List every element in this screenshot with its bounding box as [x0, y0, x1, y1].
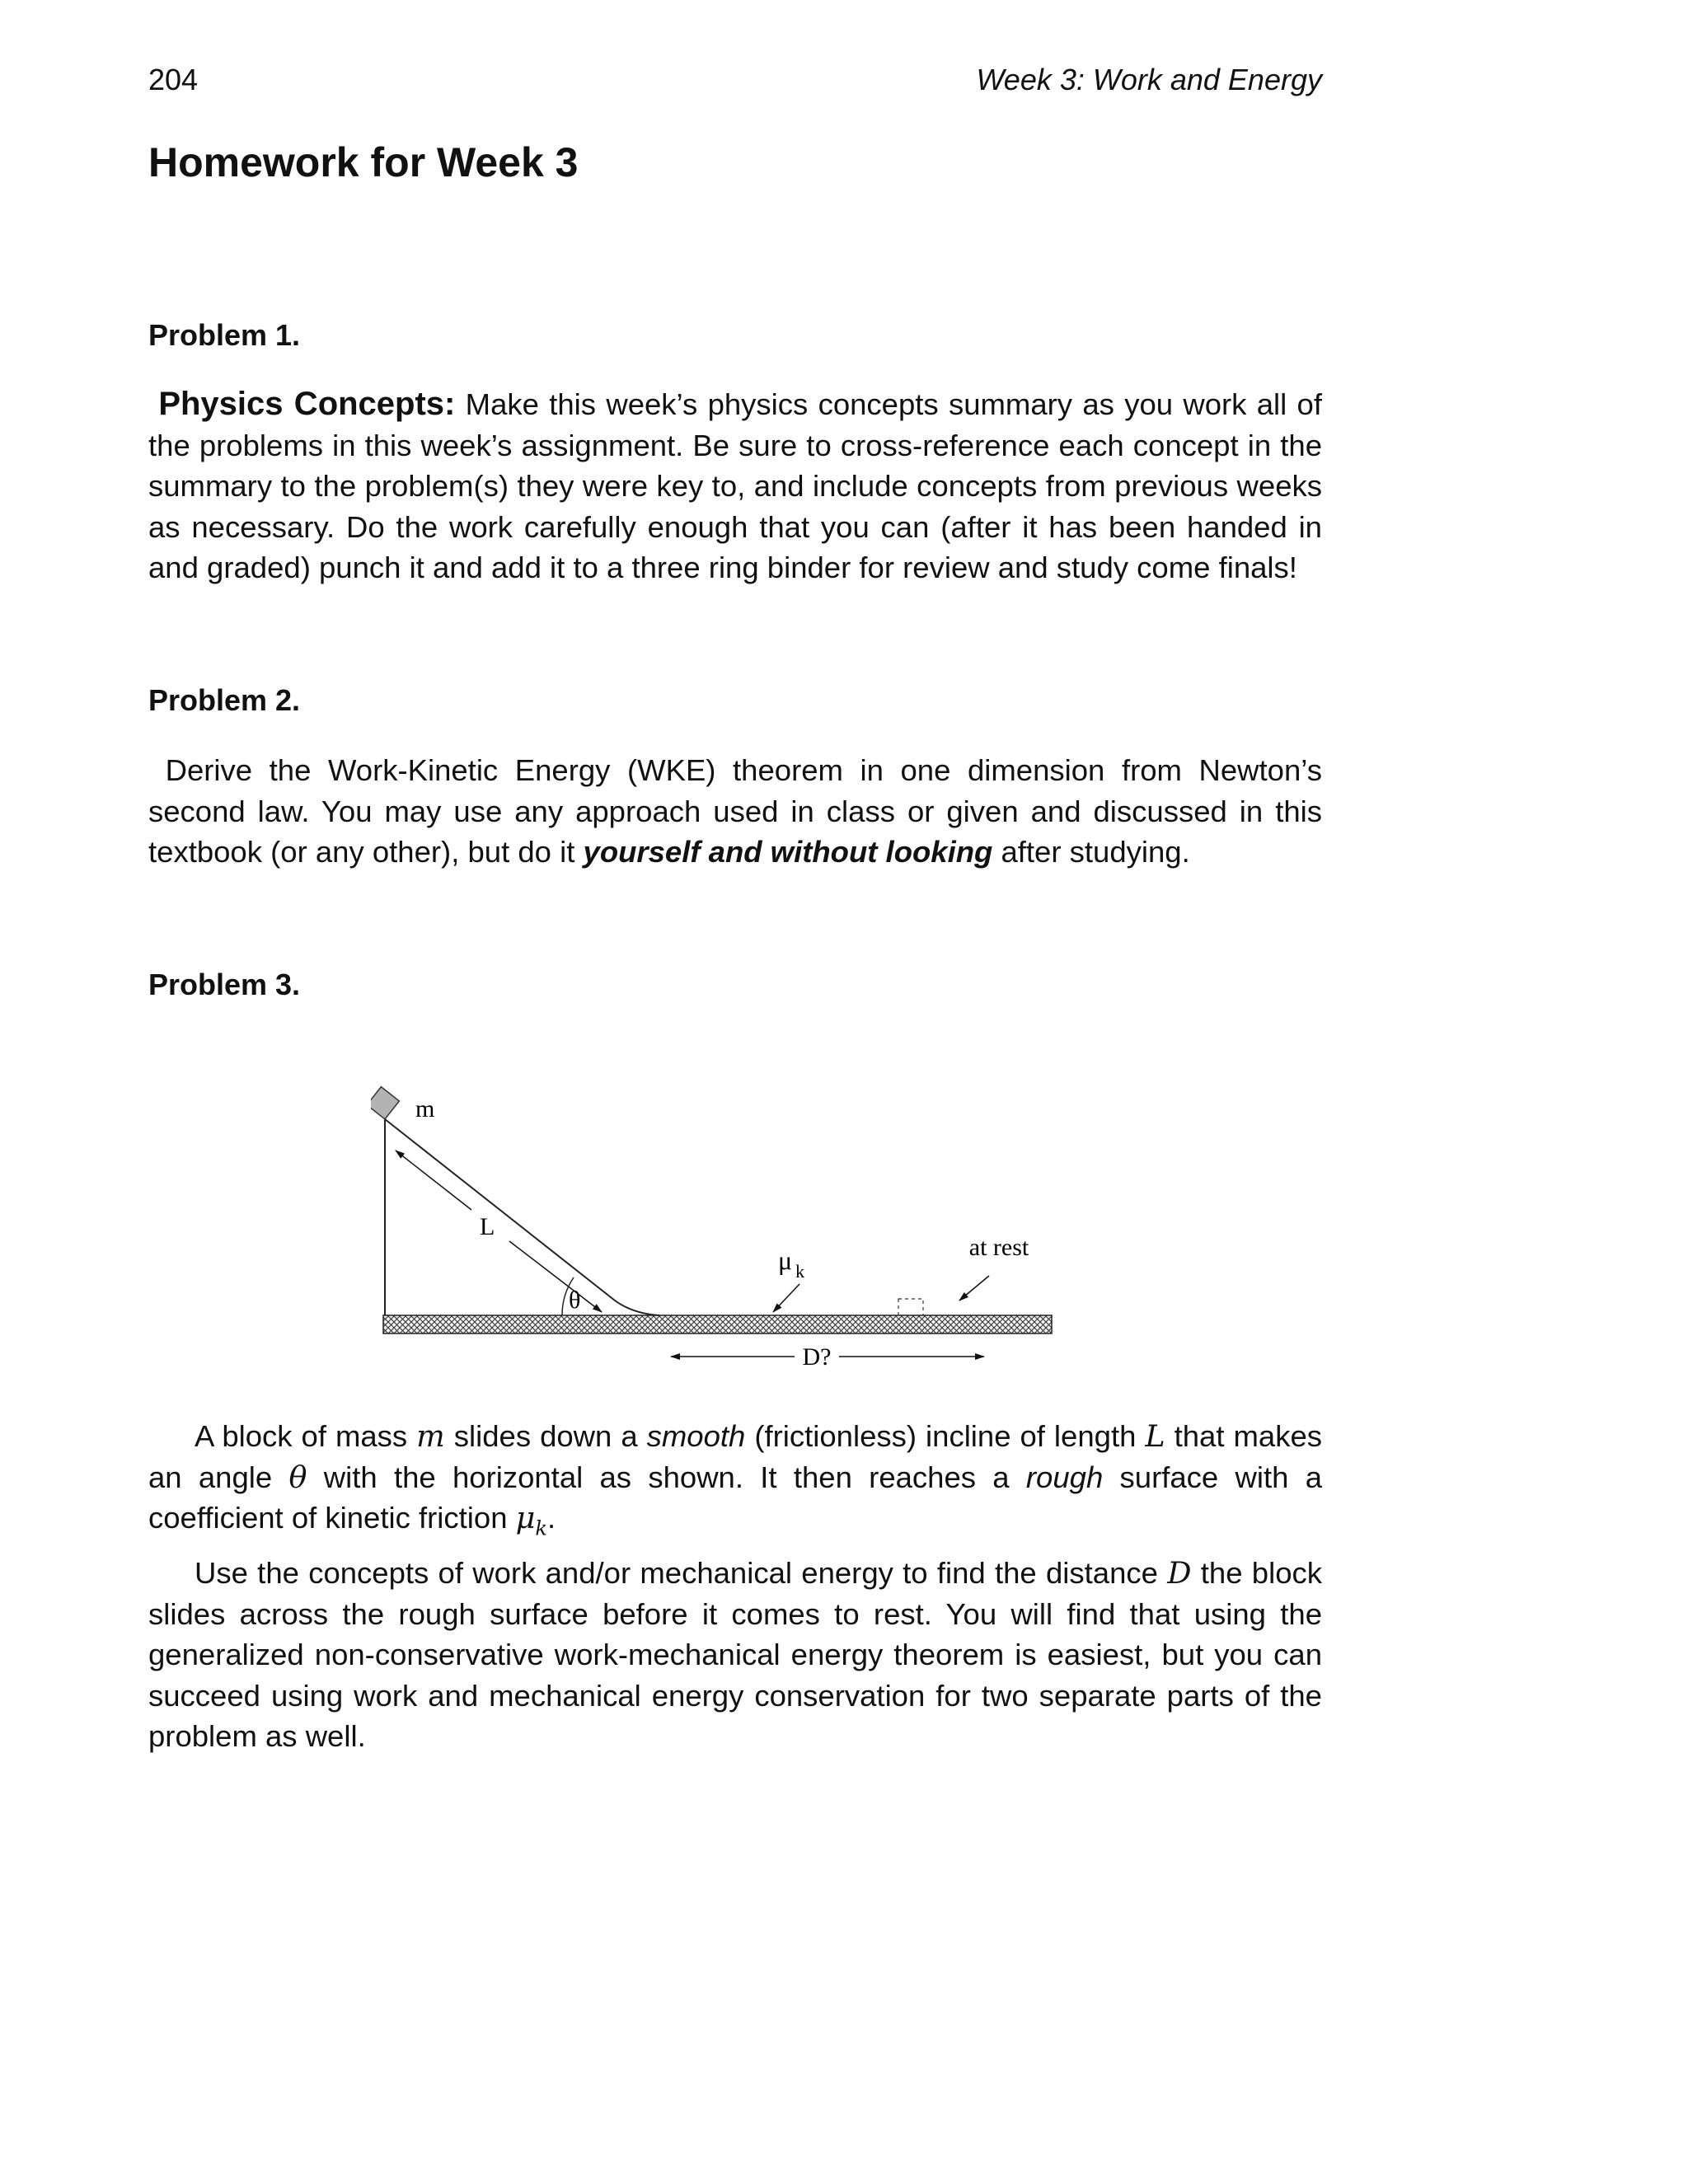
- problem-1-body: Make this week’s physics concepts summary as you work all of the problems in this week’s assignment. Be sure to cross-reference each concept in the summary to the problem(s) they were key to, and include concepts from previous weeks as necessary. Do the work carefully enough that you can (after it has been handed in and graded) punch it and add it to a three ring binder for review and study come finals!: [148, 387, 1322, 584]
- label-mu: μ $_k$: [778, 1245, 805, 1282]
- label-angle: θ: [569, 1286, 581, 1314]
- problem-1-text: [148, 384, 1322, 588]
- page-number: 204: [148, 63, 199, 96]
- running-title: Week 3: Work and Energy: [976, 63, 1322, 96]
- block-mass: [371, 1087, 399, 1119]
- var-L: L: [1145, 1418, 1165, 1454]
- label-mass: m: [415, 1095, 435, 1122]
- var-D: D: [1167, 1555, 1192, 1591]
- var-mu-k: $\mu_k$: [515, 1500, 547, 1540]
- problem-2-body-b: after studying.: [992, 835, 1190, 869]
- problem-1-heading: Problem 1.: [148, 318, 301, 352]
- length-arrow-upper: [396, 1151, 471, 1210]
- block-at-rest: [898, 1299, 923, 1315]
- length-arrow-lower: [509, 1241, 602, 1312]
- incline-surface: [385, 1119, 659, 1315]
- emph-rough: rough: [1025, 1460, 1104, 1494]
- emph-smooth: smooth: [646, 1419, 746, 1453]
- problem-3-text-1: A block of mass m slides down a smooth (frictionless) incline of length L that makes an angle θ with the horizontal as shown. It then reaches a rough surface with a coefficient of kinetic friction $\mu_k$.: [148, 1418, 1323, 1540]
- var-theta: θ: [288, 1459, 307, 1495]
- label-at-rest: at rest: [968, 1234, 1029, 1261]
- label-length: L: [480, 1213, 495, 1240]
- problem-2-heading: Problem 2.: [148, 683, 301, 717]
- label-distance: D?: [802, 1343, 832, 1371]
- problem-2-text: [148, 750, 1322, 873]
- rest-arrow: [959, 1276, 989, 1301]
- mu-arrow: [773, 1284, 799, 1312]
- problem-2-body-a: Derive the Work-Kinetic Energy (WKE) theorem in one dimension from Newton’s second law. You may use any approach used in class or given and discussed in this textbook (or any other), but do it: [148, 753, 1322, 869]
- problem-3-heading: Problem 3.: [148, 968, 301, 1001]
- physics-concepts-lead: Physics Concepts:: [158, 386, 456, 422]
- var-m: m: [416, 1418, 445, 1454]
- incline-figure: [371, 1080, 1071, 1376]
- rough-surface: [383, 1315, 1052, 1333]
- problem-2-emphasis: yourself and without looking: [583, 835, 993, 869]
- section-title: Homework for Week 3: [148, 139, 579, 185]
- problem-3-text-2: Use the concepts of work and/or mechanical energy to find the distance D the block slides across the rough surface before it comes to rest. You will find that using the generalized non-conservative work-mechanical energy theorem is easiest, but you can succeed using work and mechanical energy conservation for two separate parts of the problem as well.: [148, 1555, 1322, 1753]
